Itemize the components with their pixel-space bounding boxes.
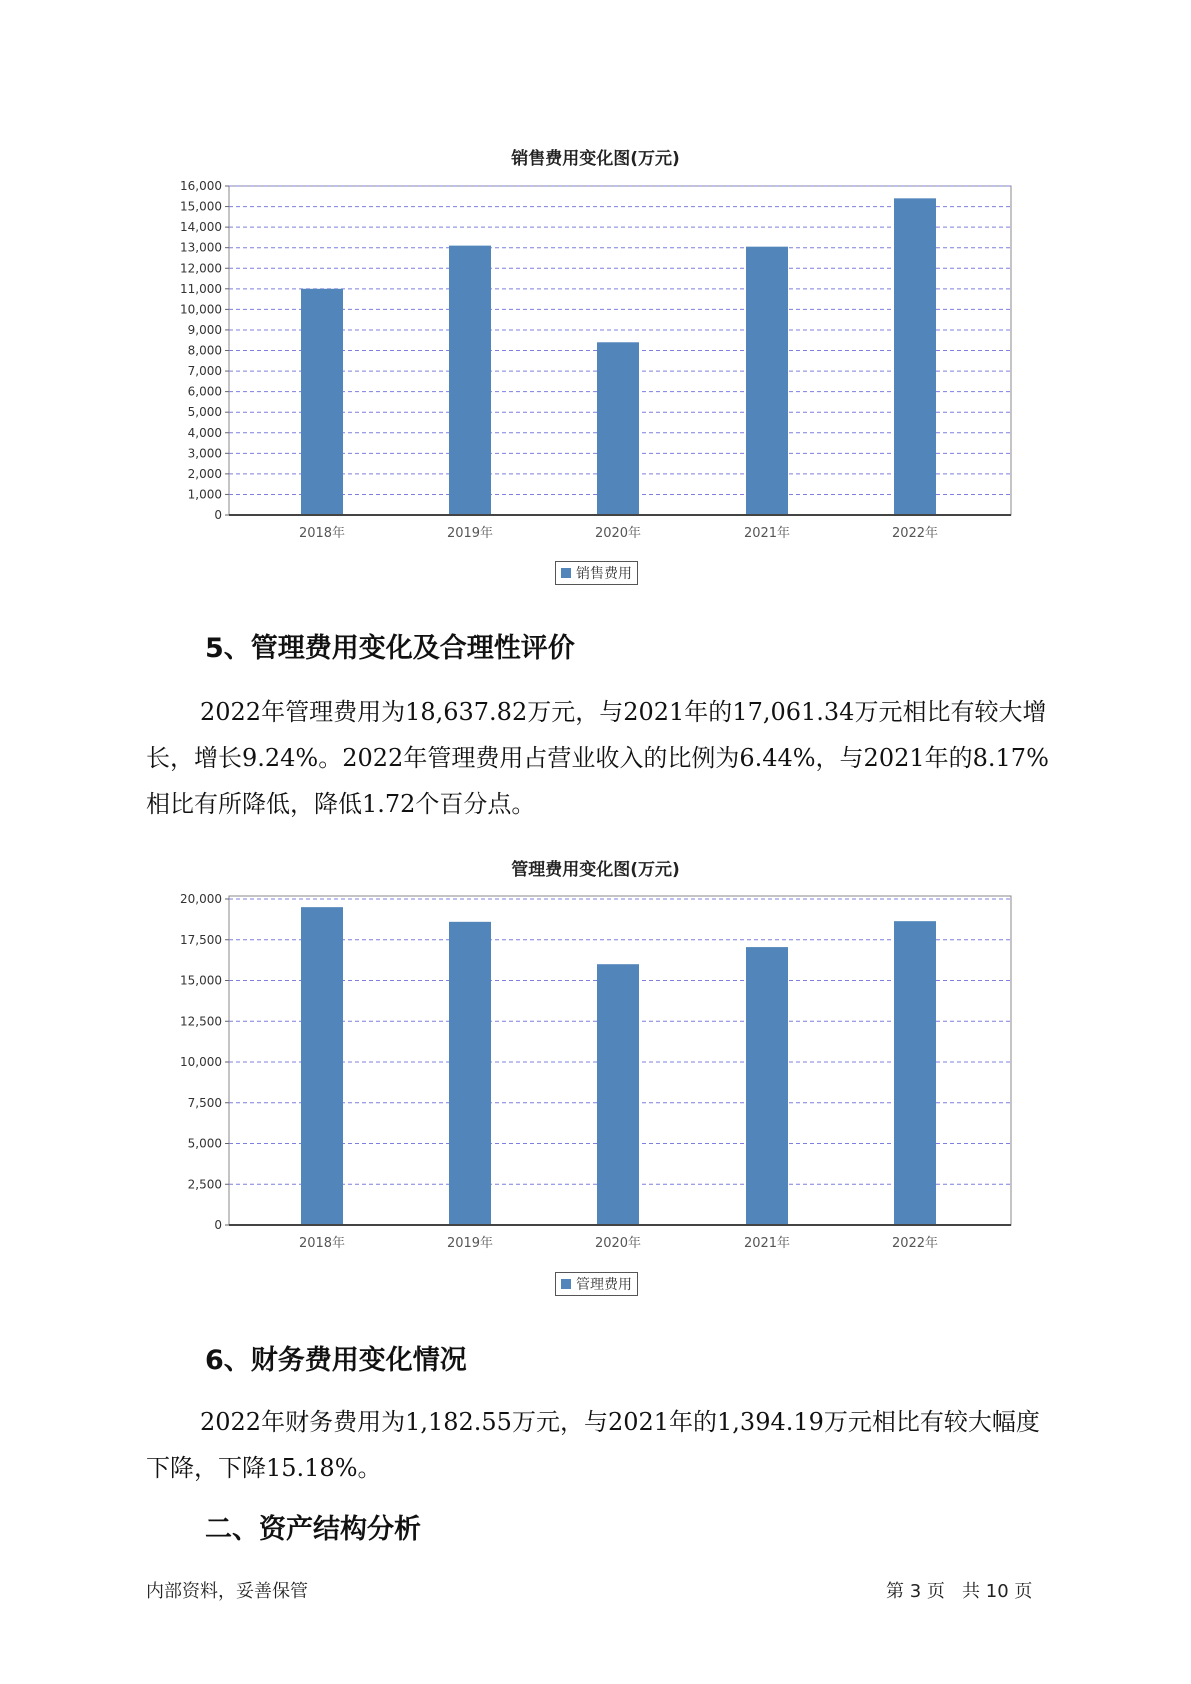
admin-expense-legend xyxy=(555,1272,638,1296)
admin-expense-chart-title: 管理费用变化图(万元) xyxy=(511,860,680,880)
y-tick-label: 7,500 xyxy=(187,1095,222,1110)
x-tick-label: 2022年 xyxy=(891,526,939,540)
y-tick-label: 15,000 xyxy=(180,973,222,988)
section-6-heading: 6、财务费用变化情况 xyxy=(205,1345,467,1376)
footer-confidential-note: 内部资料，妥善保管 xyxy=(146,1581,308,1602)
x-tick-label: 2018年 xyxy=(298,1236,346,1251)
x-tick-label: 2021年 xyxy=(743,526,791,540)
x-tick-label: 2018年 xyxy=(298,526,346,540)
bar-2022年 xyxy=(894,921,936,1225)
sales-expense-chart-title: 销售费用变化图(万元) xyxy=(511,149,680,169)
y-tick-label: 0 xyxy=(214,1218,222,1232)
y-tick-label: 15,000 xyxy=(180,199,222,214)
x-tick-label: 2022年 xyxy=(891,1236,939,1251)
y-tick-label: 2,500 xyxy=(187,1177,222,1192)
y-tick-label: 8,000 xyxy=(187,343,222,358)
section-6-paragraph: 2022年财务费用为1,182.55万元，与2021年的1,394.19万元相比有较大幅度下降，下降15.18%。 xyxy=(146,1408,1040,1482)
y-tick-label: 17,500 xyxy=(180,932,222,947)
x-tick-label: 2020年 xyxy=(594,1236,642,1251)
bar-2019年 xyxy=(449,922,491,1225)
bar-2021年 xyxy=(746,947,788,1225)
section-5-heading: 5、管理费用变化及合理性评价 xyxy=(205,633,575,664)
y-tick-label: 12,000 xyxy=(180,261,222,276)
y-tick-label: 20,000 xyxy=(180,892,222,906)
y-tick-label: 14,000 xyxy=(180,220,222,235)
legend-label: 管理费用 xyxy=(576,1277,632,1293)
x-tick-label: 2019年 xyxy=(446,526,494,540)
legend-label: 销售费用 xyxy=(576,566,632,582)
legend-swatch xyxy=(561,1279,571,1289)
y-tick-label: 13,000 xyxy=(180,240,222,255)
bar-2020年 xyxy=(597,964,639,1225)
footer-page-number: 第 3 页 共 10 页 xyxy=(886,1581,1033,1602)
y-tick-label: 9,000 xyxy=(187,322,222,337)
y-tick-label: 16,000 xyxy=(180,179,222,193)
y-tick-label: 10,000 xyxy=(180,1055,222,1069)
y-tick-label: 7,000 xyxy=(187,364,222,379)
bar-2018年 xyxy=(301,907,343,1225)
y-tick-label: 12,500 xyxy=(180,1014,222,1029)
y-tick-label: 2,000 xyxy=(187,466,222,481)
y-tick-label: 4,000 xyxy=(187,425,222,440)
y-tick-label: 1,000 xyxy=(187,487,222,502)
y-tick-label: 5,000 xyxy=(187,1136,222,1151)
x-tick-label: 2021年 xyxy=(743,1236,791,1251)
section-two-heading: 二、资产结构分析 xyxy=(205,1514,421,1545)
y-tick-label: 0 xyxy=(214,508,222,522)
y-tick-label: 6,000 xyxy=(187,384,222,399)
x-tick-label: 2019年 xyxy=(446,1236,494,1251)
y-tick-label: 10,000 xyxy=(180,302,222,317)
y-tick-label: 3,000 xyxy=(187,446,222,461)
x-tick-label: 2020年 xyxy=(594,526,642,540)
y-tick-label: 11,000 xyxy=(180,281,222,296)
section-5-paragraph: 2022年管理费用为18,637.82万元，与2021年的17,061.34万元相比有较大增长，增长9.24%。2022年管理费用占营业收入的比例为6.44%，与2021年的8.17%相比有所降低，降低1.72个百分点。 xyxy=(146,698,1049,818)
y-tick-label: 5,000 xyxy=(187,405,222,420)
